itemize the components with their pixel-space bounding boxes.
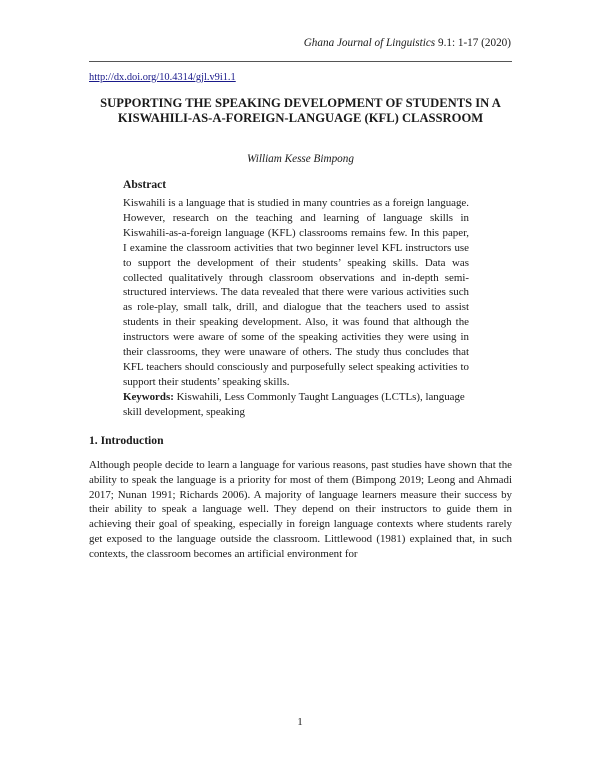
running-head — [304, 37, 511, 49]
doi-link[interactable]: http://dx.doi.org/10.4314/gjl.v9i1.1 — [89, 72, 236, 83]
author-name: William Kesse Bimpong — [247, 153, 354, 165]
keywords-text: Kiswahili, Less Commonly Taught Languages (LCTLs), language skill development, speaking — [123, 391, 465, 418]
journal-name: Ghana Journal of Linguistics — [303, 37, 436, 49]
section-heading-introduction: 1. Introduction — [89, 434, 164, 447]
journal-citation: 9.1: 1-17 (2020) — [437, 37, 511, 49]
introduction-text: Although people decide to learn a language for various reasons, past studies have shown that the ability to speak the language is a priority for most of them (Bimpong 2019; Leong and Ahmadi 2017; Nunan 1991; Richards 2006). A majority of language learners measure their success by their ability to speak a language well. They depend on their instructors to guide them in achieving their goal of speaking, especially in foreign language contexts where students rarely get exposed to the language outside the classroom. Littlewood (1981) explained that, in such contexts, the classroom becomes an artificial environment for — [89, 459, 512, 560]
keywords-label: Keywords: — [123, 391, 174, 403]
abstract-heading: Abstract — [123, 178, 167, 191]
paper-title: SUPPORTING THE SPEAKING DEVELOPMENT OF STUDENTS IN A KISWAHILI-AS-A-FOREIGN-LANGUAGE (KFL) CLASSROOM — [100, 96, 501, 125]
keywords — [123, 390, 469, 420]
page-number: 1 — [297, 716, 303, 728]
header-rule — [89, 61, 512, 62]
abstract-text: Kiswahili is a language that is studied in many countries as a foreign language. However, research on the teaching and learning of language skills in Kiswahili-as-a-foreign language (KFL) classrooms remains few. In this paper, I examine the classroom activities that two beginner level KFL instructors use to support the development of their students’ speaking skills. Data was collected qualitatively through classroom observations and in-depth semi-structured interviews. The data revealed that there were various activities such as role-play, small talk, drill, and dialogue that the teachers used to assist students in their speaking development. Also, it was found that although the instructors were aware of some of the speaking activities they were using in their classrooms, they were unaware of others. The study thus concludes that KFL teachers should consciously and purposefully select speaking activities to support their students’ speaking skills. — [123, 197, 469, 388]
